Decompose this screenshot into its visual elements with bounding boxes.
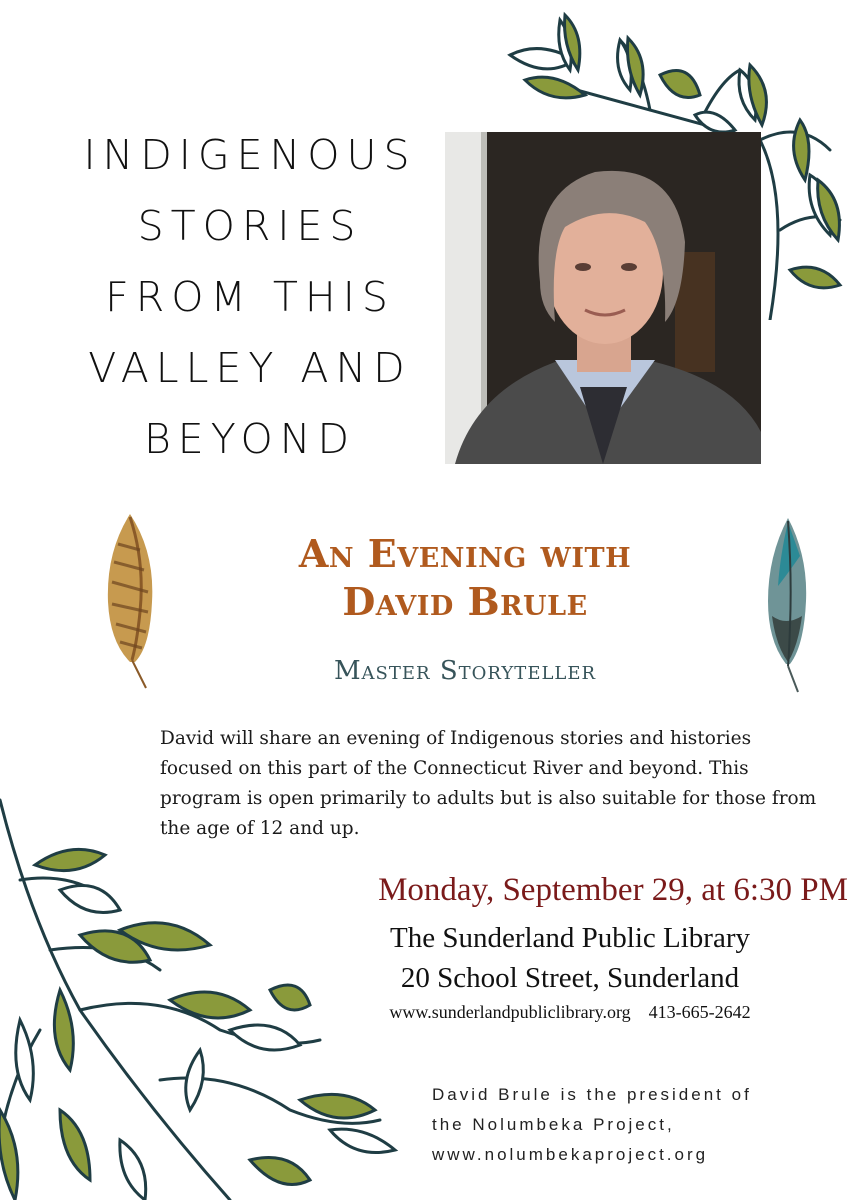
title-line: VALLEY AND: [88, 344, 412, 392]
speaker-photo: [445, 132, 761, 464]
headline-line-1: An Evening with: [298, 531, 632, 576]
venue-address: 20 School Street, Sunderland: [400, 962, 740, 994]
bio-line: the Nolumbeka Project,: [432, 1115, 675, 1134]
portrait-illustration: [445, 132, 761, 464]
bio-line: David Brule is the president of: [432, 1085, 752, 1104]
venue-name: The Sunderland Public Library: [390, 922, 750, 954]
contact-info: [330, 1002, 810, 1023]
title-line: FROM THIS: [105, 273, 395, 321]
event-description: David will share an evening of Indigenous stories and histories focused on this part of the Connecticut River and beyond. This program is open primarily to adults but is also suitable for those from the age of 12 and up.: [160, 728, 817, 839]
event-headline: [180, 530, 750, 626]
title-line: STORIES: [137, 202, 363, 250]
library-website-link[interactable]: www.sunderlandpubliclibrary.org: [389, 1002, 631, 1022]
event-venue: [330, 918, 810, 998]
event-date: Monday, September 29, at 6:30 PM: [378, 872, 848, 908]
nolumbeka-website-link[interactable]: www.nolumbekaproject.org: [432, 1145, 709, 1164]
headline-line-2: David Brule: [342, 579, 588, 624]
title-line: INDIGENOUS: [83, 131, 417, 179]
speaker-subtitle: Master Storyteller: [333, 656, 597, 686]
teal-feather-icon: [762, 516, 812, 694]
brown-feather-icon: [100, 512, 160, 690]
library-phone: 413-665-2642: [648, 1002, 751, 1022]
title-line: BEYOND: [143, 415, 357, 463]
event-title: [40, 120, 460, 475]
speaker-bio: [432, 1080, 832, 1170]
